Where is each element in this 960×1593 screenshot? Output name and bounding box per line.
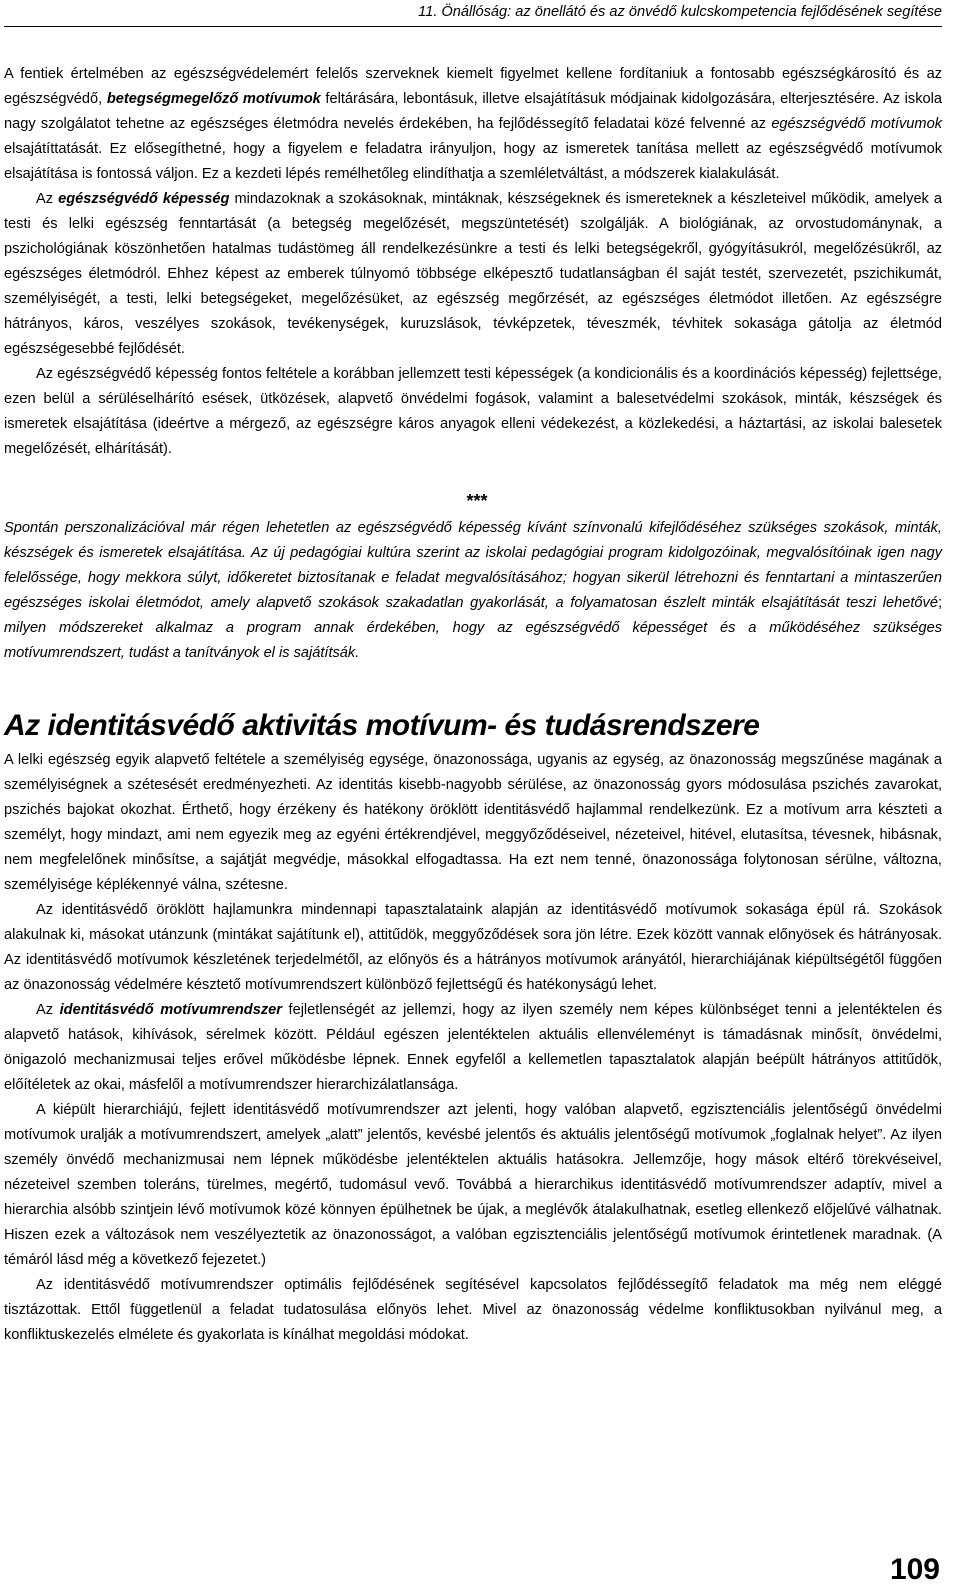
paragraph: Az egészségvédő képesség fontos feltétele a korábban jellemzett testi képességek (a kondicionális és a koordinációs képesség) fejlettsége, ezen belül a sérüléselhárító esések, ütközések, alapvető önvédelmi fogások, valamint a balesetvédelmi szokások, minták, készségek és ismeretek elsajátítása (ideértve a mérgező, az egészségre káros anyagok elleni védekezést, a közlekedési, a háztartási, az iskolai balesetek megelőzését, elhárítását). <box>4 366 942 457</box>
page-number: 109 <box>889 1553 940 1586</box>
text-run: mindazoknak a szokásoknak, mintáknak, készségeknek és ismereteknek a készleteivel működik, amelyek a testi és lelki egészség fenntartását (a betegség megelőzését, megszüntetését) szolgálják. A biológiának, az orvostudománynak, a pszichológiának köszönhetően hatalmas tudástömeg áll rendelkezésünkre a testi és lelki betegségekről, gyógyításukról, megelőzésükről, az egészséges életmódról. Ehhez képest az emberek túlnyomó többsége elképesztő tudatlanságban él saját testét, szervezetét, pszichikumát, személyiségét, a testi, lelki betegségeket, megelőzésüket, az egészség megőrzését, az egészséges életmódot illetően. Az egészségre hátrányos, káros, veszélyes szokások, tevékenységek, kuruzslások, tévképzetek, téveszmék, tévhitek sokasága gátolja az életmód egészségesebbé fejlődését. <box>4 191 943 357</box>
page-body <box>4 62 942 1348</box>
text-run: milyen módszereket alkalmaz a program annak érdekében, hogy az egészségvédő képességet és a működéséhez szükséges motívumrendszert, tudást a tanítványok el is sajátítsák. <box>4 620 942 661</box>
text-run: Spontán perszonalizációval már régen lehetetlen az egészségvédő képesség kívánt színvonalú kifejlődéséhez szükséges szokások, minták, készségek és ismeretek elsajátítása. <box>4 520 942 561</box>
text-run: elsajátíttatását. Ez elősegíthetné, hogy a figyelem e feladatra irányuljon, hogy az ismeretek tanítása mellett az egészségvédő motívumok elsajátítása is fontossá váljon. Ez a kezdeti lépés remélhetőleg elindíthatja a szemléletváltást, a módszerek kialakulását. <box>4 141 942 182</box>
paragraph: Az identitásvédő öröklött hajlamunkra mindennapi tapasztalataink alapján az identitásvédő motívumok sokasága épül rá. Szokások alakulnak ki, másokat utánzunk (mintákat sajátítunk el), attitűdök, meggyőződések sora jön létre. Ezek között vannak előnyösek és hátrányosak. Az identitásvédő motívumok készletének terjedelmétől, az előnyös és a hátrányos motívumok arányától, hierarchiájának kiépültségétől függően az önazonosság védelmére késztető motívumrendszert különböző fejlettségű és hatékonyságú lehet. <box>4 902 942 993</box>
emphasis: identitásvédő motívumrendszer <box>59 1002 282 1018</box>
section-separator: *** <box>466 491 488 511</box>
paragraph: Az identitásvédő motívumrendszer optimális fejlődésének segítésével kapcsolatos fejlődéssegítő feladatok ma még nem eléggé tisztázottak. Ettől függetlenül a feladat tudatosulása előnyös lehet. Mivel az önazonosság védelme konfliktusokban nyilvánul meg, a konfliktuskezelés elmélete és gyakorlata is kínálhat megoldási módokat. <box>4 1277 942 1343</box>
text-run: A fentiek értelmében az egészségvédelemért felelős szerveknek kiemelt figyelmet kellene fordítaniuk a fontosabb egészségkárosító és az egészségvédő, <box>4 66 942 107</box>
paragraph: A lelki egészség egyik alapvető feltétele a személyiség egysége, önazonossága, ugyanis az egység, az önazonosság megszűnése magának a személyiségnek a szétesését eredményezheti. Az identitás kisebb-nagyobb sérülése, az önazonosság gyors módosulása pszichés zavarokat, pszichés bajokat okozhat. Érthető, hogy érzékeny és hatékony öröklött identitásvédő hajlammal rendelkezünk. Ez a motívum arra készteti a személyt, hogy mindazt, ami nem egyezik meg az egyéni értékrendjével, meggyőződéseivel, nézeteivel, hitével, elutasítsa, tévesnek, hibásnak, nem megfelelőnek minősítse, a sajátját megvédje, másokkal elfogadtassa. Ha ezt nem tenné, önazonossága folytonosan sérülne, változna, személyisége képlékennyé válna, szétesne. <box>4 752 942 893</box>
paragraph <box>4 998 942 1098</box>
paragraph <box>4 187 942 362</box>
text-run: ; <box>937 595 942 611</box>
running-header <box>4 2 942 27</box>
emphasis: egészségvédő motívumok <box>771 116 942 132</box>
text-run: fejletlenségét az jellemzi, hogy az ilyen személy nem képes különbséget tenni a jelentéktelen és alapvető hatások, kihívások, sérelmek között. Például egészen jelentéktelen aktuális ellenvéleményt is támadásnak minősít, önvédelmi, önigazoló mechanizmusai teljes erővel működésbe lépnek. Ennek egyfelől a kellemetlen tapasztalatok alapján beépült hátrányos attitűdök, előítéletek az okai, másfelől a motívumrendszer hierarchizálatlansága. <box>4 1002 942 1093</box>
emphasis: betegségmegelőző motívumok <box>106 91 321 107</box>
running-title: 11. Önállóság: az önellátó és az önvédő kulcskompetencia fejlődésének segítése <box>418 4 942 20</box>
text-run: Az <box>36 191 59 207</box>
paragraph <box>4 62 942 187</box>
text-run: Az <box>36 1002 60 1018</box>
emphasis: egészségvédő képesség <box>58 191 230 207</box>
italic-paragraph <box>4 516 942 666</box>
paragraph: A kiépült hierarchiájú, fejlett identitásvédő motívumrendszer azt jelenti, hogy valóban alapvető, egzisztenciális jelentőségű önvédelmi motívumok uralják a motívumrendszert, amelyek „alatt” jelentős, kevésbé jelentős és aktuális jelentőségű motívumok „foglalnak helyet”. Az ilyen személy önvédő mechanizmusai nem lépnek működésbe jelentéktelen aktuális hatásokra. Jellemzője, hogy mások eltérő törekvéseivel, nézeteivel szemben toleráns, türelmes, megértő, tudomásul vevő. Továbbá a hierarchikus identitásvédő motívumrendszer adaptív, mivel a hierarchia alsóbb szintjein lévő motívumok közé könnyen épülhetnek be újak, a meglévők átalakulhatnak, esetleg ellenkező előjelűvé válhatnak. Hiszen ezek a változások nem veszélyeztetik az önazonosságot, a valóban egzisztenciális jelentőségű motívumok érintetlenek maradnak. (A témáról lásd még a következő fejezetet.) <box>4 1102 942 1268</box>
text-run: feltárására, lebontásuk, illetve elsajátításuk módjainak kidolgozására, elterjesztésére. Az iskola nagy szolgálatot tehetne az egészséges életmódra nevelés érdekében, ha fejlődéssegítő feladatai közé felvenné az <box>4 91 942 132</box>
section-heading: Az identitásvédő aktivitás motívum- és tudásrendszere <box>4 709 760 742</box>
text-run: Az új pedagógiai kultúra szerint az iskolai pedagógiai program kidolgozóinak, megvalósítóinak igen nagy felelőssége, hogy mekkora súlyt, időkeretet biztosítanak e feladat megvalósításához; hogyan sikerül létrehozni és fenntartani a mintaszerűen egészséges iskolai életmódot, amely alapvető szokások szakadatlan gyakorlását, a folyamatosan észlelt minták elsajátítását teszi lehetővé <box>4 545 942 611</box>
